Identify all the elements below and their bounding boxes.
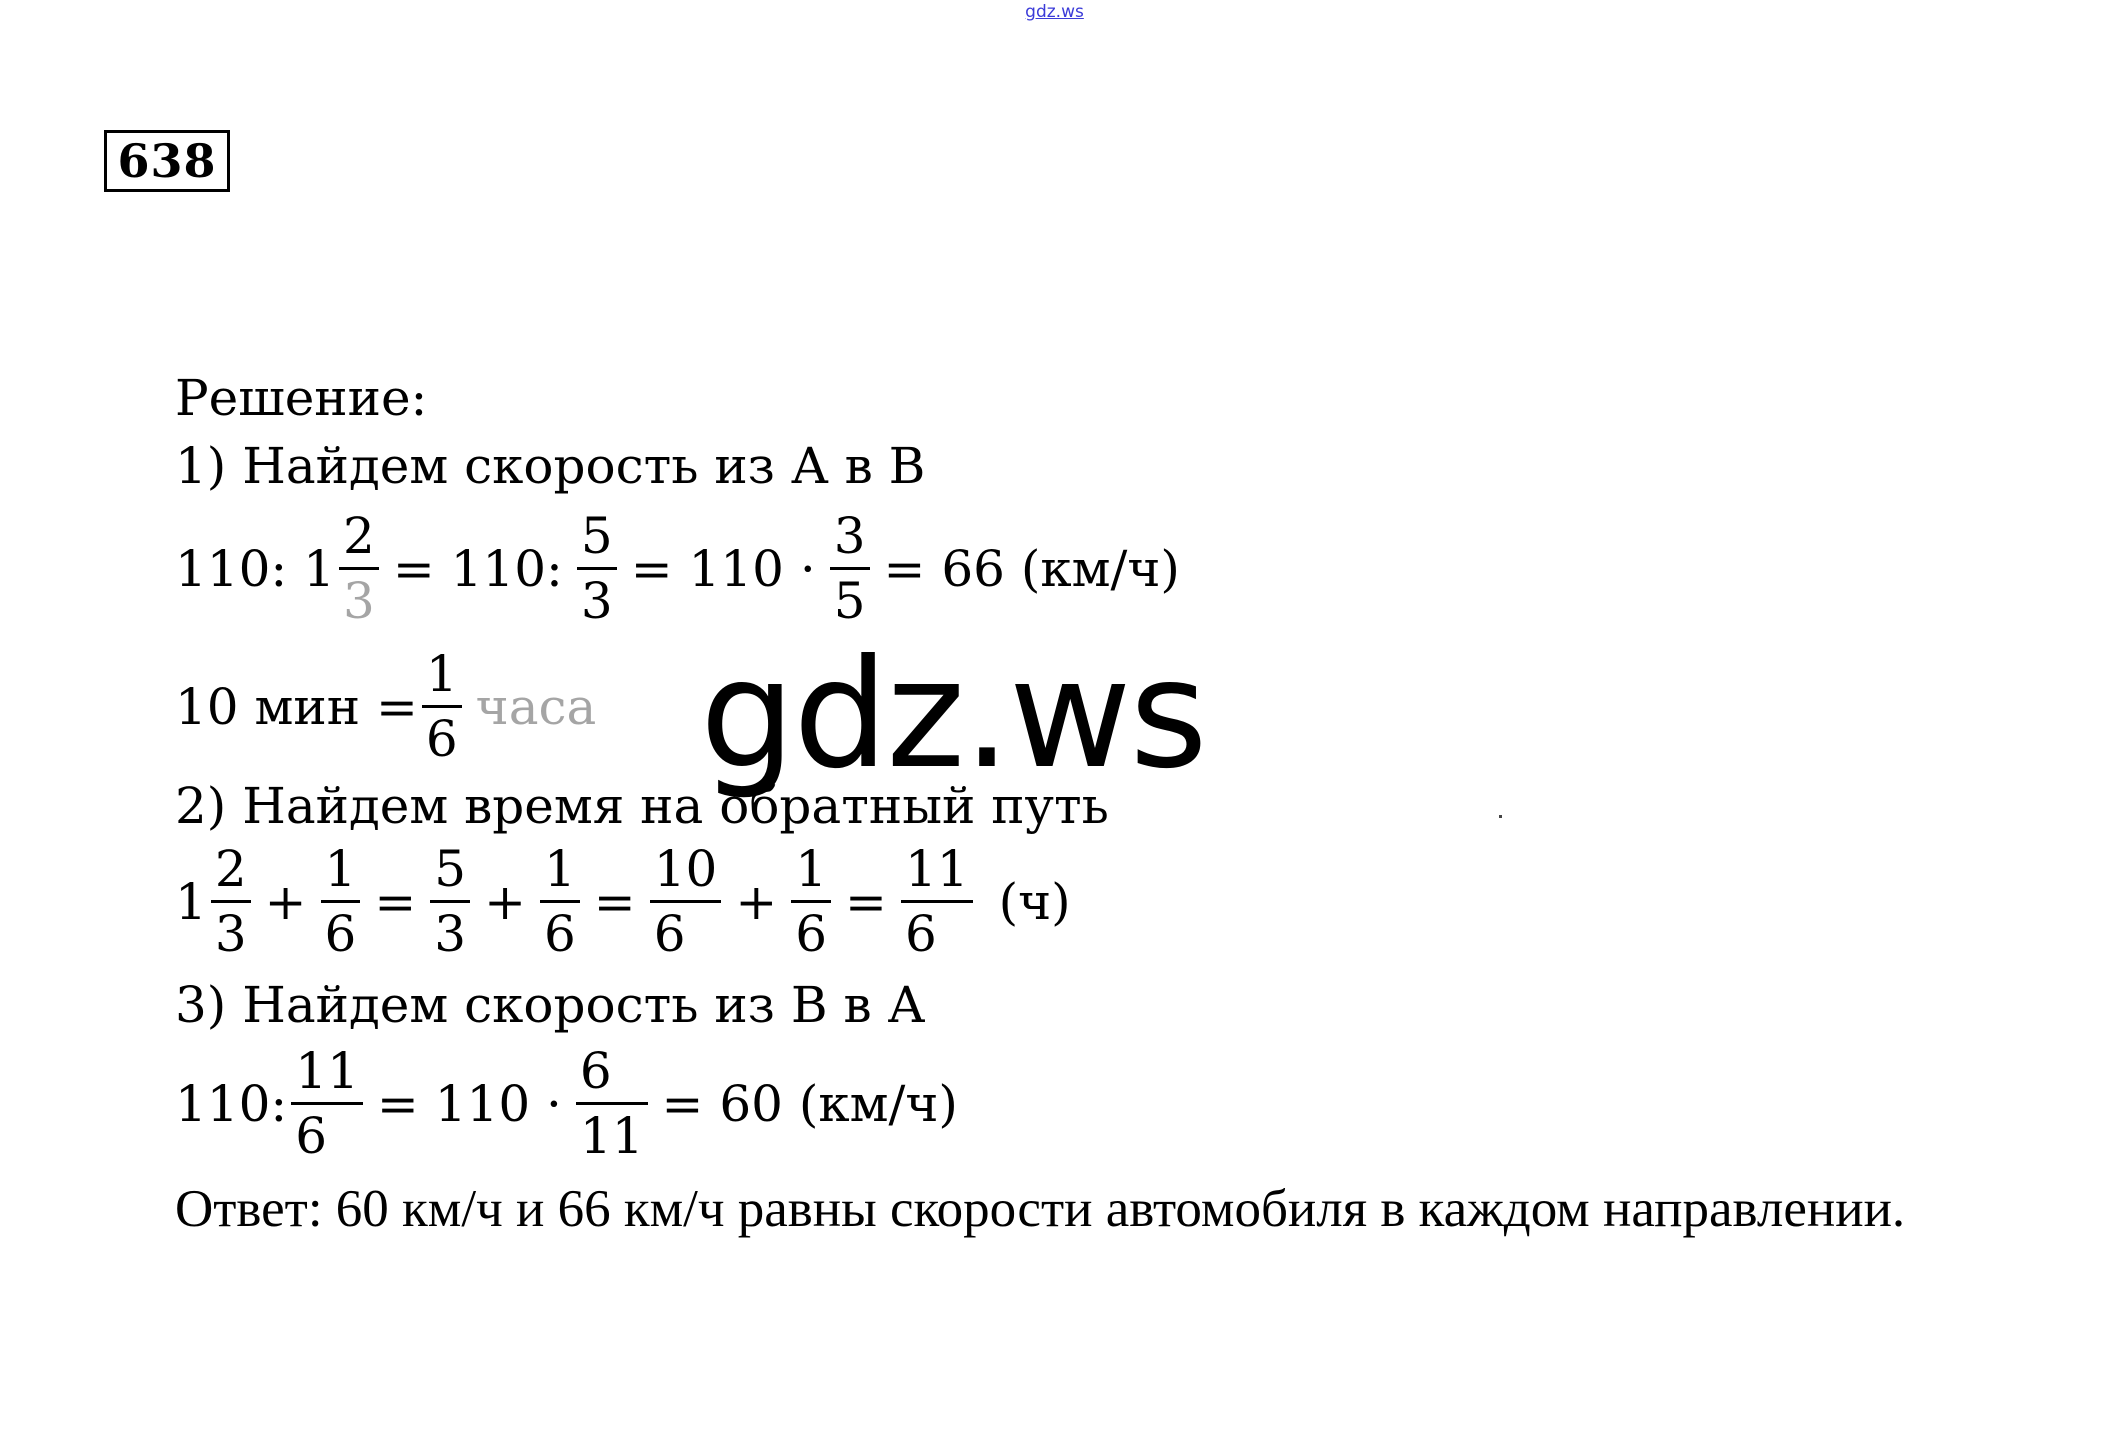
equation-return-time [175, 838, 1081, 965]
conv-term: часа [475, 677, 597, 736]
equation-speed-a-to-b [175, 505, 1190, 632]
eq2-term: 1 [175, 872, 207, 931]
equation-speed-b-to-a [175, 1040, 968, 1167]
fraction [577, 505, 617, 632]
numerator: 2 [343, 507, 375, 565]
task-number-box: 638 [104, 130, 230, 192]
eq3-term: 110: [175, 1074, 288, 1133]
numerator: 3 [833, 507, 866, 565]
denominator: 6 [295, 1107, 328, 1165]
denominator: 6 [904, 905, 937, 963]
equals-sign: = [374, 872, 417, 931]
denominator: 3 [343, 572, 375, 630]
denominator: 6 [653, 905, 686, 963]
step1-title: 1) Найдем скорость из А в В [175, 437, 926, 495]
equals-sign: = [593, 872, 636, 931]
fraction [901, 838, 973, 965]
plus-sign: + [264, 872, 307, 931]
fraction [791, 838, 831, 965]
numerator: 5 [434, 840, 467, 898]
numerator: 2 [214, 840, 247, 898]
denominator: 6 [795, 905, 828, 963]
numerator: 5 [580, 507, 613, 565]
equals-sign: = [845, 872, 887, 931]
step2-title: 2) Найдем время на обратный путь [175, 777, 1109, 835]
solution-heading: Решение: [175, 369, 428, 427]
step3-title: 3) Найдем скорость из В в А [175, 976, 926, 1034]
eq3-term: = 110 · [376, 1074, 562, 1133]
numerator: 6 [579, 1042, 612, 1100]
answer-text: Ответ: 60 км/ч и 66 км/ч равны скорости автомобиля в каждом направлении. [175, 1180, 1906, 1238]
fraction [650, 838, 722, 965]
fraction [830, 505, 870, 632]
site-link[interactable]: gdz.ws [1025, 2, 1084, 22]
eq1-term: 110: 1 [175, 539, 335, 598]
plus-sign: + [484, 872, 526, 931]
conv-term: 10 мин = [175, 677, 418, 736]
fraction [321, 838, 361, 965]
plus-sign: + [735, 872, 778, 931]
denominator: 5 [833, 572, 866, 630]
fraction [291, 1040, 363, 1167]
fraction [211, 838, 251, 965]
numerator: 1 [543, 840, 576, 898]
numerator: 11 [904, 840, 969, 898]
eq1-term: = 66 (км/ч) [883, 539, 1180, 598]
unit-label: (ч) [998, 872, 1071, 931]
fraction [540, 838, 580, 965]
numerator: 1 [425, 645, 458, 703]
eq1-term: = 110: [392, 539, 563, 598]
denominator: 6 [324, 905, 357, 963]
denominator: 3 [214, 905, 247, 963]
eq1-term: = 110 · [630, 539, 816, 598]
denominator: 11 [579, 1107, 644, 1165]
numerator: 1 [795, 840, 828, 898]
stray-dot [1499, 815, 1502, 818]
numerator: 11 [295, 1042, 359, 1100]
fraction [422, 643, 462, 770]
fraction [430, 838, 470, 965]
denominator: 6 [543, 905, 576, 963]
fraction [576, 1040, 648, 1167]
denominator: 3 [434, 905, 467, 963]
watermark: gdz.ws [700, 628, 1206, 802]
denominator: 3 [580, 572, 613, 630]
numerator: 1 [324, 840, 357, 898]
numerator: 10 [653, 840, 718, 898]
time-conversion [175, 643, 606, 770]
fraction [339, 505, 379, 632]
eq3-term: = 60 (км/ч) [661, 1074, 958, 1133]
denominator: 6 [425, 710, 458, 768]
